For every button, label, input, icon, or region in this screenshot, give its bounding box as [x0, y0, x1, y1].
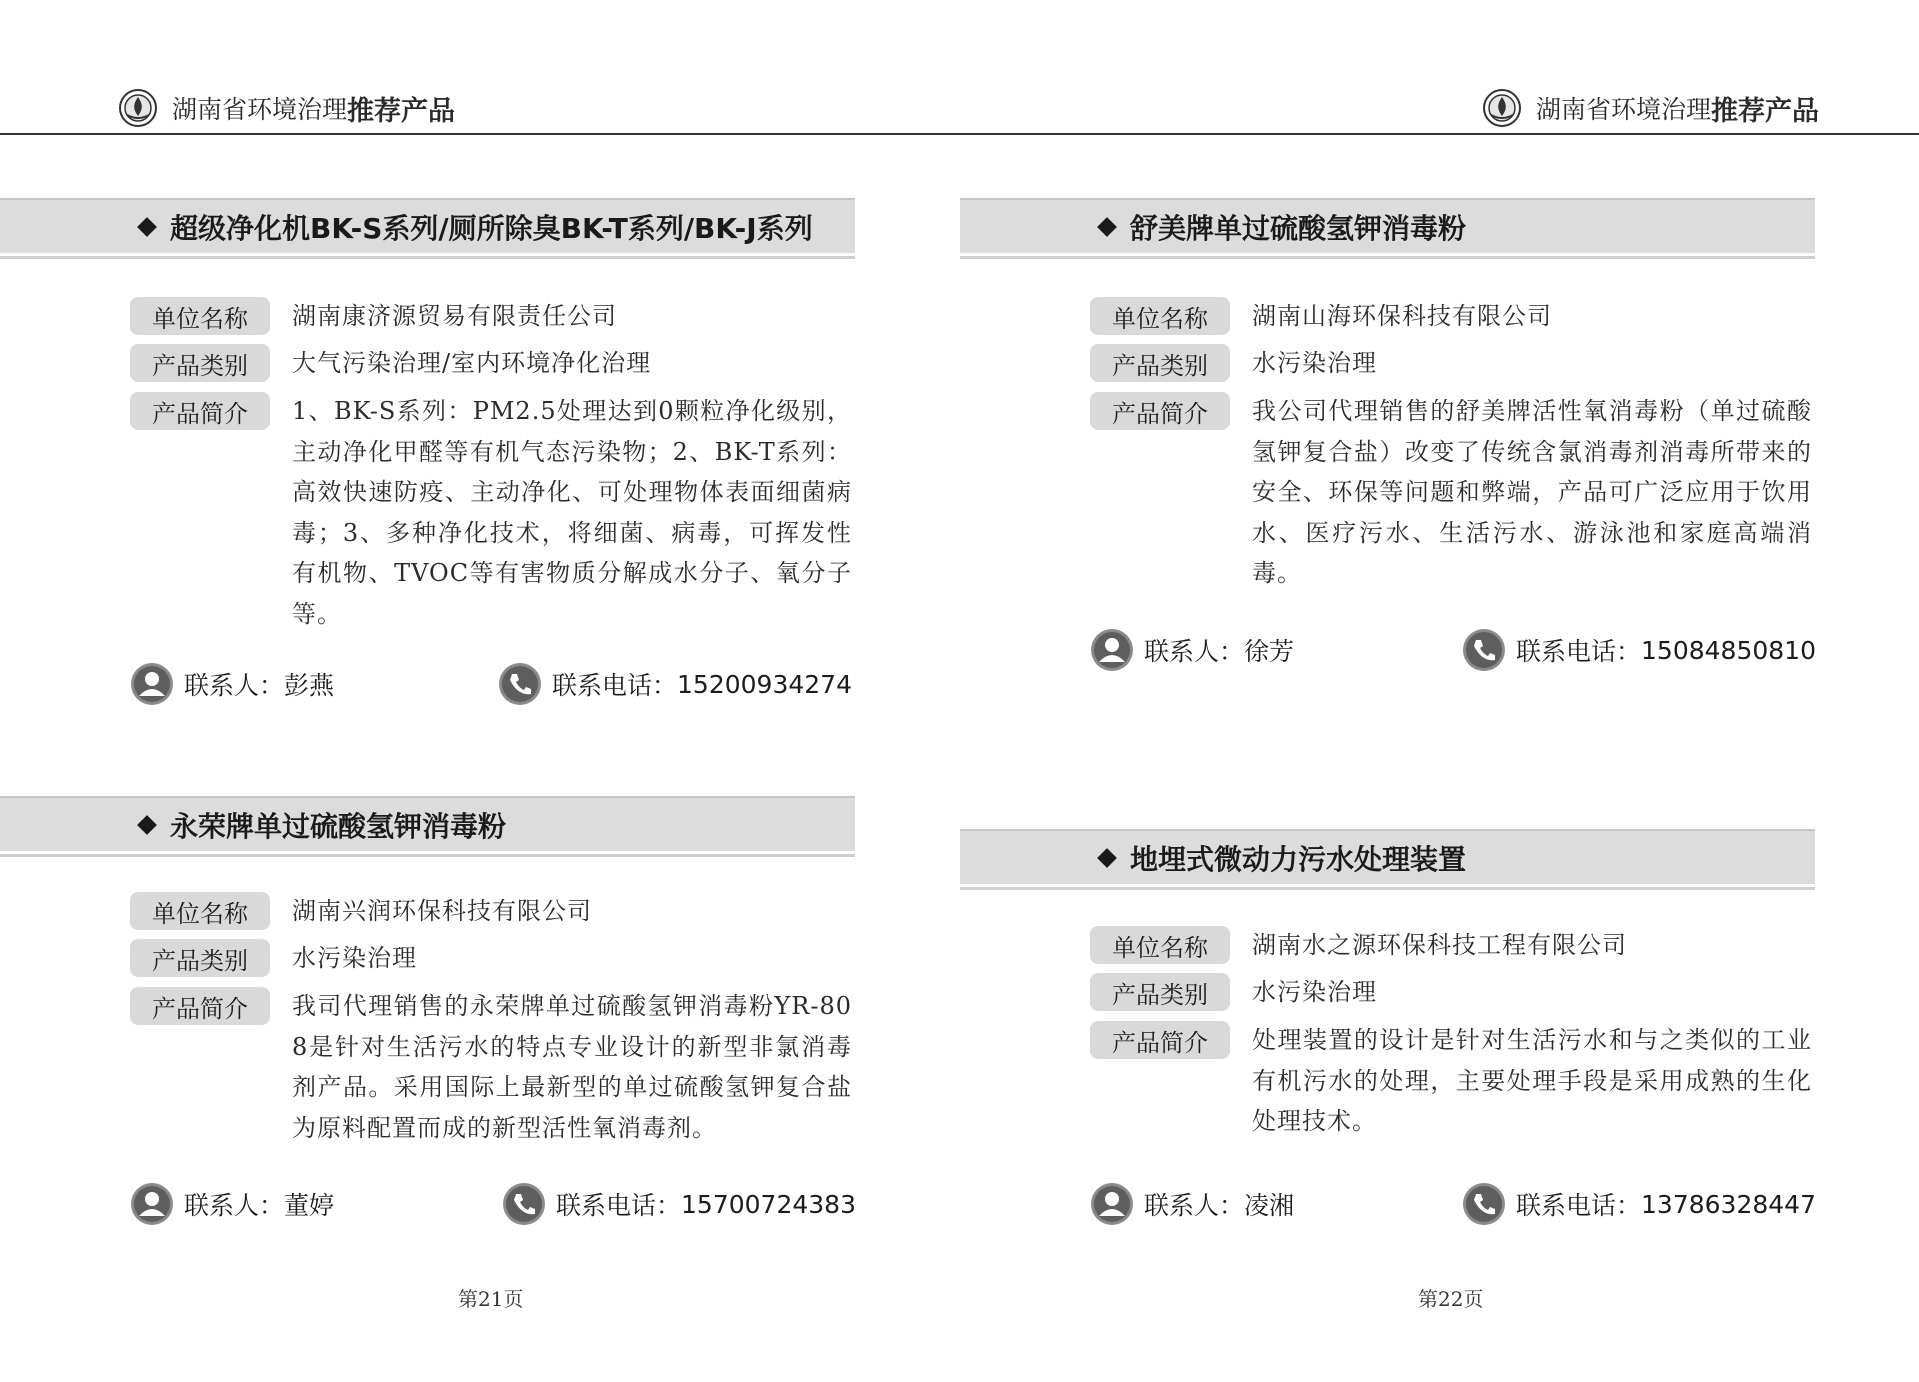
contact-person [130, 662, 334, 706]
company-row [130, 892, 592, 930]
category-label: 产品类别 [1090, 973, 1230, 1011]
contact-person [1090, 628, 1294, 672]
category-row [1090, 973, 1377, 1011]
brand-text-bold: 推荐产品 [347, 95, 456, 127]
category-row [130, 344, 651, 382]
person-icon [1090, 628, 1134, 672]
phone-icon [502, 1182, 546, 1226]
company-value: 湖南水之源环保科技工程有限公司 [1252, 931, 1627, 959]
contact-person-label: 联系人： [1144, 1191, 1245, 1220]
page-number-right: 第22页 [1418, 1287, 1484, 1311]
contact-phone [502, 1182, 856, 1226]
product-title [1100, 838, 1466, 878]
intro-label: 产品简介 [130, 392, 270, 430]
category-value: 水污染治理 [292, 944, 417, 972]
phone-icon [498, 662, 542, 706]
category-value: 大气污染治理/室内环境净化治理 [292, 349, 652, 377]
product-title-text: 超级净化机BK-S系列/厕所除臭BK-T系列/BK-J系列 [170, 211, 813, 245]
company-row [1090, 297, 1552, 335]
product-title-bar [0, 198, 855, 256]
contact-person-label: 联系人： [184, 1191, 285, 1220]
contact-phone-value: 15084850810 [1641, 635, 1816, 665]
company-value: 湖南山海环保科技有限公司 [1252, 302, 1552, 330]
intro-value: 处理装置的设计是针对生活污水和与之类似的工业有机污水的处理，主要处理手段是采用成熟的生化处理技术。 [1252, 1026, 1812, 1135]
contact-phone-label: 联系电话： [556, 1191, 682, 1220]
intro-row [130, 987, 852, 1148]
contact-phone-value: 15700724383 [681, 1189, 856, 1219]
contact-phone-value: 15200934274 [677, 669, 852, 699]
company-label: 单位名称 [130, 297, 270, 335]
header-brand-left [118, 84, 455, 132]
product-card-3 [960, 198, 1816, 666]
category-label: 产品类别 [1090, 344, 1230, 382]
brand-text-normal: 湖南省环境治理 [172, 95, 348, 124]
contact-person [130, 1182, 334, 1226]
product-title [140, 805, 506, 845]
contact-person-label: 联系人： [184, 671, 285, 700]
header-divider [0, 133, 1919, 135]
contact-person-label: 联系人： [1144, 637, 1245, 666]
diamond-bullet-icon [1097, 217, 1117, 237]
product-card-1 [0, 198, 855, 700]
diamond-bullet-icon [137, 815, 157, 835]
brand-logo-icon [1482, 88, 1522, 128]
company-row [130, 297, 617, 335]
person-icon [130, 662, 174, 706]
intro-row [1090, 392, 1812, 594]
contact-phone [498, 662, 852, 706]
contact-phone-label: 联系电话： [1516, 1191, 1642, 1220]
company-value: 湖南康济源贸易有限责任公司 [292, 302, 617, 330]
contact-phone-value: 13786328447 [1641, 1189, 1816, 1219]
intro-label: 产品简介 [130, 987, 270, 1025]
product-title-bar [960, 829, 1815, 887]
brand-text-bold: 推荐产品 [1711, 95, 1820, 127]
diamond-bullet-icon [137, 217, 157, 237]
company-label: 单位名称 [1090, 297, 1230, 335]
intro-value: 1、BK-S系列：PM2.5处理达到0颗粒净化级别，主动净化甲醛等有机气态污染物；2、BK-T系列：高效快速防疫、主动净化、可处理物体表面细菌病毒；3、多种净化技术，将细菌、病毒，可挥发性有机物、TVOC等有害物质分解成水分子、氧分子等。 [292, 397, 852, 628]
company-label: 单位名称 [130, 892, 270, 930]
diamond-bullet-icon [1097, 848, 1117, 868]
intro-label: 产品简介 [1090, 1021, 1230, 1059]
contact-phone-label: 联系电话： [1516, 637, 1642, 666]
product-title [140, 207, 813, 247]
product-title-text: 地埋式微动力污水处理装置 [1130, 842, 1467, 876]
intro-row [1090, 1021, 1812, 1142]
contact-phone [1462, 1182, 1816, 1226]
category-value: 水污染治理 [1252, 349, 1377, 377]
intro-value: 我公司代理销售的舒美牌活性氧消毒粉（单过硫酸氢钾复合盐）改变了传统含氯消毒剂消毒所带来的安全、环保等问题和弊端，产品可广泛应用于饮用水、医疗污水、生活污水、游泳池和家庭高端消毒。 [1252, 397, 1812, 587]
product-title [1100, 207, 1466, 247]
product-title-bar [0, 796, 855, 854]
company-value: 湖南兴润环保科技有限公司 [292, 897, 592, 925]
product-title-bar [960, 198, 1815, 256]
phone-icon [1462, 628, 1506, 672]
category-row [130, 939, 417, 977]
category-label: 产品类别 [130, 344, 270, 382]
contact-person-value: 彭燕 [284, 671, 335, 700]
intro-value: 我司代理销售的永荣牌单过硫酸氢钾消毒粉YR-808是针对生活污水的特点专业设计的新型非氯消毒剂产品。采用国际上最新型的单过硫酸氢钾复合盐为原料配置而成的新型活性氧消毒剂。 [292, 992, 852, 1142]
contact-person-value: 董婷 [284, 1191, 335, 1220]
intro-row [130, 392, 852, 634]
category-row [1090, 344, 1377, 382]
contact-person-value: 凌湘 [1244, 1191, 1295, 1220]
person-icon [1090, 1182, 1134, 1226]
company-label: 单位名称 [1090, 926, 1230, 964]
page-number-left: 第21页 [458, 1287, 524, 1311]
contact-phone [1462, 628, 1816, 672]
company-row [1090, 926, 1627, 964]
person-icon [130, 1182, 174, 1226]
product-title-text: 舒美牌单过硫酸氢钾消毒粉 [1130, 211, 1467, 245]
header-brand-right [1482, 84, 1819, 132]
contact-person-value: 徐芳 [1244, 637, 1295, 666]
contact-phone-label: 联系电话： [552, 671, 678, 700]
contact-person [1090, 1182, 1294, 1226]
product-card-4 [960, 829, 1816, 1220]
product-card-2 [0, 796, 856, 1220]
brand-logo-icon [118, 88, 158, 128]
intro-label: 产品简介 [1090, 392, 1230, 430]
brand-text-normal: 湖南省环境治理 [1536, 95, 1712, 124]
product-title-text: 永荣牌单过硫酸氢钾消毒粉 [170, 809, 507, 843]
phone-icon [1462, 1182, 1506, 1226]
category-value: 水污染治理 [1252, 978, 1377, 1006]
category-label: 产品类别 [130, 939, 270, 977]
